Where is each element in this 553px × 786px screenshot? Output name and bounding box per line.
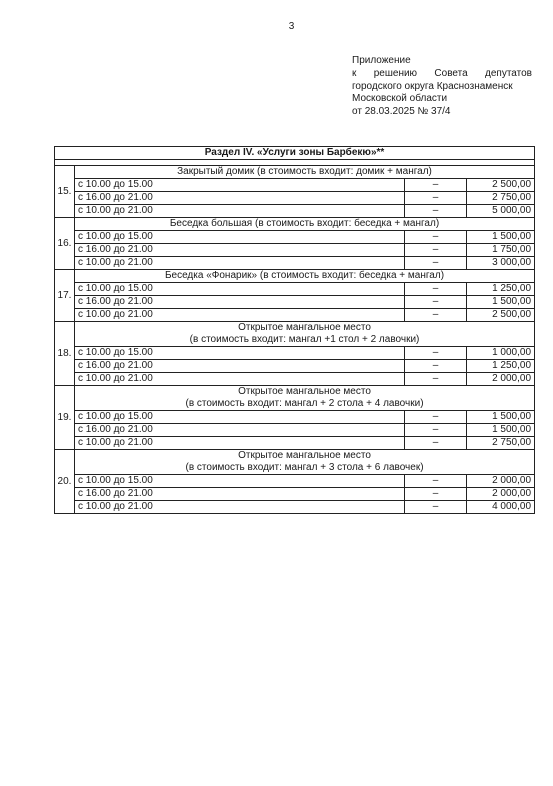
dash-cell: – (405, 309, 467, 322)
time-range: с 16.00 до 21.00 (75, 360, 405, 373)
appendix-line: Московской области (352, 93, 448, 105)
row-number: 17. (55, 270, 75, 322)
table-row (55, 424, 535, 437)
price: 1 250,00 (467, 283, 535, 296)
row-number: 15. (55, 166, 75, 218)
service-title (75, 322, 535, 347)
section-title: Раздел IV. «Услуги зоны Барбекю»** (55, 147, 535, 160)
price: 3 000,00 (467, 257, 535, 270)
service-title-line: (в стоимость входит: мангал + 3 стола + 6 лавочек) (185, 462, 424, 473)
service-title-line: Закрытый домик (в стоимость входит: домик + мангал) (177, 166, 432, 177)
dash-cell: – (405, 501, 467, 514)
appendix-line: от 28.03.2025 № 37/4 (352, 106, 451, 118)
table-row (55, 347, 535, 360)
price: 1 500,00 (467, 424, 535, 437)
table-row (55, 475, 535, 488)
time-range: с 16.00 до 21.00 (75, 296, 405, 309)
dash-cell: – (405, 424, 467, 437)
table-row (55, 283, 535, 296)
dash-cell: – (405, 205, 467, 218)
price: 1 250,00 (467, 360, 535, 373)
table-row (55, 309, 535, 322)
time-range: с 10.00 до 21.00 (75, 205, 405, 218)
service-title-line: Открытое мангальное место (238, 450, 371, 461)
appendix-line (352, 68, 532, 81)
service-title-line: Открытое мангальное место (238, 386, 371, 397)
service-title-line: (в стоимость входит: мангал +1 стол + 2 лавочки) (189, 334, 420, 345)
service-title-line: Беседка большая (в стоимость входит: беседка + мангал) (169, 218, 440, 229)
time-range: с 10.00 до 15.00 (75, 283, 405, 296)
dash-cell: – (405, 296, 467, 309)
time-range: с 10.00 до 21.00 (75, 257, 405, 270)
appendix-word: решению (373, 67, 418, 79)
price: 2 750,00 (467, 192, 535, 205)
price-table (54, 146, 535, 514)
price: 2 500,00 (467, 179, 535, 192)
table-row (55, 437, 535, 450)
price: 2 750,00 (467, 437, 535, 450)
time-range: с 10.00 до 15.00 (75, 231, 405, 244)
table-row (55, 192, 535, 205)
group-header-row (55, 218, 535, 231)
price: 1 500,00 (467, 411, 535, 424)
price: 1 000,00 (467, 347, 535, 360)
service-title (75, 450, 535, 475)
group-header-row (55, 270, 535, 283)
appendix-block (352, 55, 532, 119)
table-row (55, 244, 535, 257)
table-row (55, 205, 535, 218)
service-title-line: Открытое мангальное место (238, 322, 371, 333)
price: 5 000,00 (467, 205, 535, 218)
page-number: 3 (288, 21, 295, 32)
service-title (75, 386, 535, 411)
dash-cell: – (405, 283, 467, 296)
table-row (55, 360, 535, 373)
dash-cell: – (405, 244, 467, 257)
time-range: с 10.00 до 15.00 (75, 347, 405, 360)
appendix-word: к (352, 67, 357, 79)
service-title-line: Беседка «Фонарик» (в стоимость входит: беседка + мангал) (164, 270, 445, 281)
time-range: с 16.00 до 21.00 (75, 244, 405, 257)
appendix-word: Совета (434, 67, 468, 79)
time-range: с 16.00 до 21.00 (75, 488, 405, 501)
time-range: с 10.00 до 21.00 (75, 501, 405, 514)
table-row (55, 373, 535, 386)
price: 2 000,00 (467, 475, 535, 488)
section-title-row (55, 147, 535, 160)
dash-cell: – (405, 411, 467, 424)
price: 2 000,00 (467, 488, 535, 501)
time-range: с 10.00 до 15.00 (75, 475, 405, 488)
time-range: с 16.00 до 21.00 (75, 424, 405, 437)
dash-cell: – (405, 192, 467, 205)
dash-cell: – (405, 437, 467, 450)
price: 2 000,00 (467, 373, 535, 386)
row-number: 19. (55, 386, 75, 450)
price: 1 500,00 (467, 296, 535, 309)
time-range: с 10.00 до 21.00 (75, 373, 405, 386)
table-row (55, 501, 535, 514)
appendix-line: Приложение (352, 55, 411, 66)
time-range: с 16.00 до 21.00 (75, 192, 405, 205)
dash-cell: – (405, 257, 467, 270)
row-number: 18. (55, 322, 75, 386)
table-row (55, 411, 535, 424)
service-title (75, 166, 535, 179)
dash-cell: – (405, 231, 467, 244)
dash-cell: – (405, 179, 467, 192)
appendix-line: городского округа Краснознаменск (352, 80, 513, 92)
price: 1 500,00 (467, 231, 535, 244)
row-number: 16. (55, 218, 75, 270)
time-range: с 10.00 до 21.00 (75, 437, 405, 450)
dash-cell: – (405, 488, 467, 501)
table-row (55, 231, 535, 244)
dash-cell: – (405, 347, 467, 360)
time-range: с 10.00 до 15.00 (75, 179, 405, 192)
price: 2 500,00 (467, 309, 535, 322)
price-table-body (55, 147, 535, 514)
group-header-row (55, 166, 535, 179)
appendix-word: депутатов (485, 67, 532, 79)
price: 4 000,00 (467, 501, 535, 514)
dash-cell: – (405, 475, 467, 488)
row-number: 20. (55, 450, 75, 514)
table-row (55, 488, 535, 501)
table-row (55, 257, 535, 270)
service-title-line: (в стоимость входит: мангал + 2 стола + 4 лавочки) (185, 398, 424, 409)
service-title (75, 218, 535, 231)
table-row (55, 296, 535, 309)
dash-cell: – (405, 373, 467, 386)
time-range: с 10.00 до 21.00 (75, 309, 405, 322)
time-range: с 10.00 до 15.00 (75, 411, 405, 424)
dash-cell: – (405, 360, 467, 373)
price: 1 750,00 (467, 244, 535, 257)
table-row (55, 179, 535, 192)
service-title (75, 270, 535, 283)
